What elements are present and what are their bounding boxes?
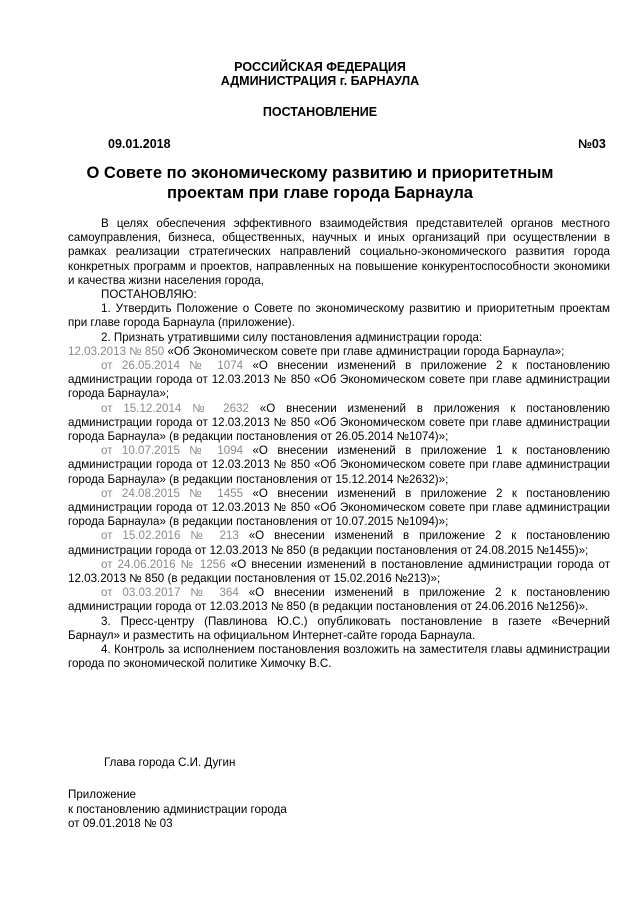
repealed-item: [68, 345, 610, 359]
appendix-line: к постановлению администрации города: [68, 802, 287, 816]
repealed-ref: от 24.06.2016 № 1256: [101, 557, 226, 571]
repealed-ref: от 26.05.2014 № 1074: [101, 359, 244, 373]
document-number: №03: [578, 137, 606, 151]
item-4: 4. Контроль за исполнением постановления возложить на заместителя главы администрации города по экономической политике Химочку В.С.: [68, 643, 610, 671]
item-1: 1. Утвердить Положение о Совете по экономическому развитию и приоритетным проектам при главе города Барнаула (приложение).: [68, 302, 610, 330]
repealed-ref: от 24.08.2015 № 1455: [101, 486, 244, 500]
document-title: О Совете по экономическому развитию и приоритетным проектам при главе города Барнаула: [86, 164, 554, 202]
item-2-intro: 2. Признать утратившими силу постановления администрации города:: [101, 330, 483, 344]
repealed-text: «О внесении изменений в приложение 2 к постановлению администрации города от 12.03.2013 № 850 «Об Экономическом совете при главе администрации города Барнаула»;: [68, 359, 610, 401]
repealed-ref: 12.03.2013 № 850: [68, 344, 165, 358]
repealed-text: «О внесении изменений в приложения к постановлению администрации города от 12.03.2013 № 850 «Об Экономическом совете при главе администрации города Барнаула» (в редакции постановления от 26.05.2014 №1074)»;: [68, 401, 611, 444]
repealed-ref: от 15.02.2016 № 213: [101, 529, 239, 543]
preamble: В целях обеспечения эффективного взаимодействия представителей органов местного самоуправления, бизнеса, общественных, научных и иных организаций при осуществлении в рамках реализации стратегических направлений социально-экономического развития города конкретных программ и проектов, направленных на повышение конкурентоспособности экономики и качества жизни населения города,: [68, 217, 610, 287]
repealed-item: [68, 586, 610, 614]
appendix-line: Приложение: [68, 788, 137, 801]
appendix-line: от 09.01.2018 № 03: [68, 817, 173, 830]
country-heading: РОССИЙСКАЯ ФЕДЕРАЦИЯ: [234, 60, 406, 74]
repealed-ref: от 10.07.2015 № 1094: [101, 444, 244, 458]
repealed-ref: от 03.03.2017 № 364: [101, 586, 239, 600]
repealed-text: «О внесении изменений в приложение 2 к постановлению администрации города от 12.03.2013 № 850 (в редакции постановления от 24.08.2015 №1455)»;: [68, 529, 610, 557]
repealed-item: [68, 359, 610, 402]
repealed-text: «О внесении изменений в постановление администрации города от 12.03.2013 № 850 (в редакции постановления от 15.02.2016 №213)»;: [68, 557, 611, 586]
repealed-text: «О внесении изменений в приложение 1 к постановлению администрации города от 12.03.2013 № 850 «Об Экономическом совете при главе администрации города Барнаула» (в редакции постановления от 15.12.2014 №2632)»;: [68, 444, 610, 486]
repealed-item: [68, 487, 610, 530]
repealed-item: [68, 529, 610, 557]
document-body: [68, 217, 610, 672]
administration-heading: АДМИНИСТРАЦИЯ г. БАРНАУЛА: [220, 74, 420, 88]
signature-line: Глава города С.И. Дугин: [104, 756, 236, 769]
repealed-ref: от 15.12.2014 № 2632: [101, 401, 249, 415]
repealed-item: [68, 402, 610, 445]
repealed-text: «О внесении изменений в приложение 2 к постановлению администрации города от 12.03.2013 № 850 «Об Экономическом совете при главе администрации города Барнаула» (в редакции постановления от 10.07.2015 №1094)»;: [68, 486, 610, 529]
repealed-text: «О внесении изменений в приложение 2 к постановлению администрации города от 12.03.2013 № 850 (в редакции постановления от 24.06.2016 №1256)».: [68, 586, 610, 614]
item-3: 3. Пресс-центру (Павлинова Ю.С.) опубликовать постановление в газете «Вечерний Барнаул» и разместить на официальном Интернет-сайте города Барнаула.: [68, 614, 610, 642]
decree-word: ПОСТАНОВЛЯЮ:: [101, 288, 197, 302]
repealed-item: [68, 444, 610, 487]
repealed-text: «Об Экономическом совете при главе администрации города Барнаула»;: [164, 344, 565, 358]
appendix-block: [68, 788, 287, 832]
doc-type-heading: ПОСТАНОВЛЕНИЕ: [262, 105, 378, 119]
document-date: 09.01.2018: [108, 137, 171, 151]
repealed-item: [68, 558, 610, 586]
